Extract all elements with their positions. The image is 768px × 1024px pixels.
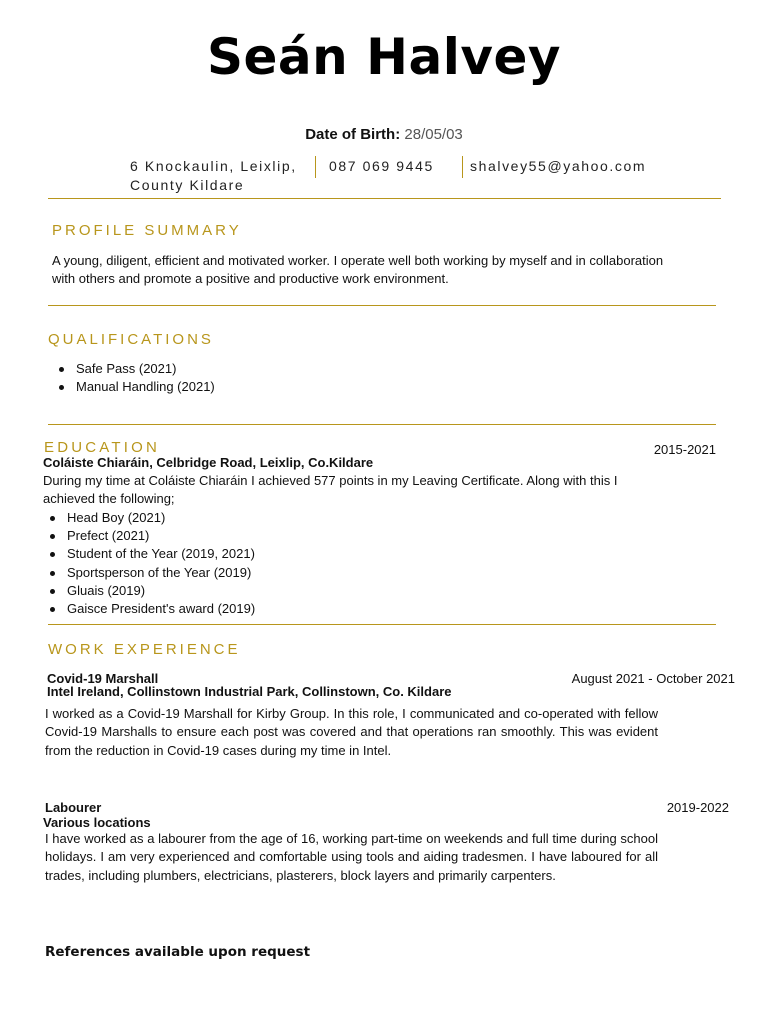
education-text: During my time at Coláiste Chiaráin I achieved 577 points in my Leaving Certificate. Along with this I achieved the following; bbox=[43, 473, 618, 507]
school-name: Coláiste Chiaráin, Celbridge Road, Leixlip, Co.Kildare bbox=[43, 455, 374, 470]
job-dates: August 2021 - October 2021 bbox=[571, 671, 735, 686]
job-title: Covid-19 Marshall bbox=[47, 671, 159, 686]
candidate-name: Seán Halvey bbox=[207, 28, 561, 86]
contact-divider bbox=[462, 156, 463, 178]
achievements-list bbox=[43, 509, 255, 618]
work-experience-heading: WORK EXPERIENCE bbox=[48, 641, 241, 658]
address-line-2: County Kildare bbox=[130, 177, 245, 193]
section-divider bbox=[48, 424, 716, 425]
date-of-birth bbox=[0, 126, 768, 143]
phone-number: 087 069 9445 bbox=[329, 158, 434, 174]
job-location: Intel Ireland, Collinstown Industrial Park, Collinstown, Co. Kildare bbox=[47, 684, 452, 699]
list-item: Gluais (2019) bbox=[43, 582, 255, 600]
list-item: Prefect (2021) bbox=[43, 527, 255, 545]
qualifications-heading: QUALIFICATIONS bbox=[48, 331, 214, 348]
list-item: Sportsperson of the Year (2019) bbox=[43, 564, 255, 582]
list-item: Student of the Year (2019, 2021) bbox=[43, 545, 255, 563]
job-title: Labourer bbox=[45, 800, 102, 815]
address-line-1: 6 Knockaulin, Leixlip, bbox=[130, 158, 297, 174]
profile-summary-text: A young, diligent, efficient and motivated worker. I operate well both working by myself and in collaboration with others and promote a positive and productive work environment. bbox=[52, 253, 664, 287]
qualifications-list bbox=[52, 360, 215, 396]
section-divider bbox=[48, 198, 721, 199]
education-heading: EDUCATION bbox=[44, 439, 161, 456]
job-description: I have worked as a labourer from the age of 16, working part-time on weekends and full time during school holidays. I am very experienced and comfortable using tools and aiding tradesmen. I have laboured for all trades, including plumbers, electricians, plasterers, block layers and primarily carpenters. bbox=[45, 831, 658, 883]
dob-value: 28/05/03 bbox=[404, 126, 463, 143]
job-dates: 2019-2022 bbox=[666, 800, 729, 815]
profile-summary-heading: PROFILE SUMMARY bbox=[52, 222, 242, 239]
list-item: Gaisce President's award (2019) bbox=[43, 600, 255, 618]
email-address: shalvey55@yahoo.com bbox=[470, 158, 647, 174]
section-divider bbox=[48, 624, 716, 625]
list-item: Manual Handling (2021) bbox=[52, 378, 215, 396]
address bbox=[130, 157, 320, 195]
section-divider bbox=[48, 305, 716, 306]
education-dates: 2015-2021 bbox=[653, 442, 716, 457]
list-item: Safe Pass (2021) bbox=[52, 360, 215, 378]
list-item: Head Boy (2021) bbox=[43, 509, 255, 527]
job-location: Various locations bbox=[43, 815, 151, 830]
contact-divider bbox=[315, 156, 316, 178]
job-description: I worked as a Covid-19 Marshall for Kirby Group. In this role, I communicated and co-operated with fellow Covid-19 Marshalls to ensure each post was covered and that operations ran smoothly. This was evident from the reduction in Covid-19 cases during my time in Intel. bbox=[45, 706, 658, 758]
dob-label: Date of Birth: bbox=[305, 126, 401, 143]
references-note: References available upon request bbox=[45, 944, 311, 960]
